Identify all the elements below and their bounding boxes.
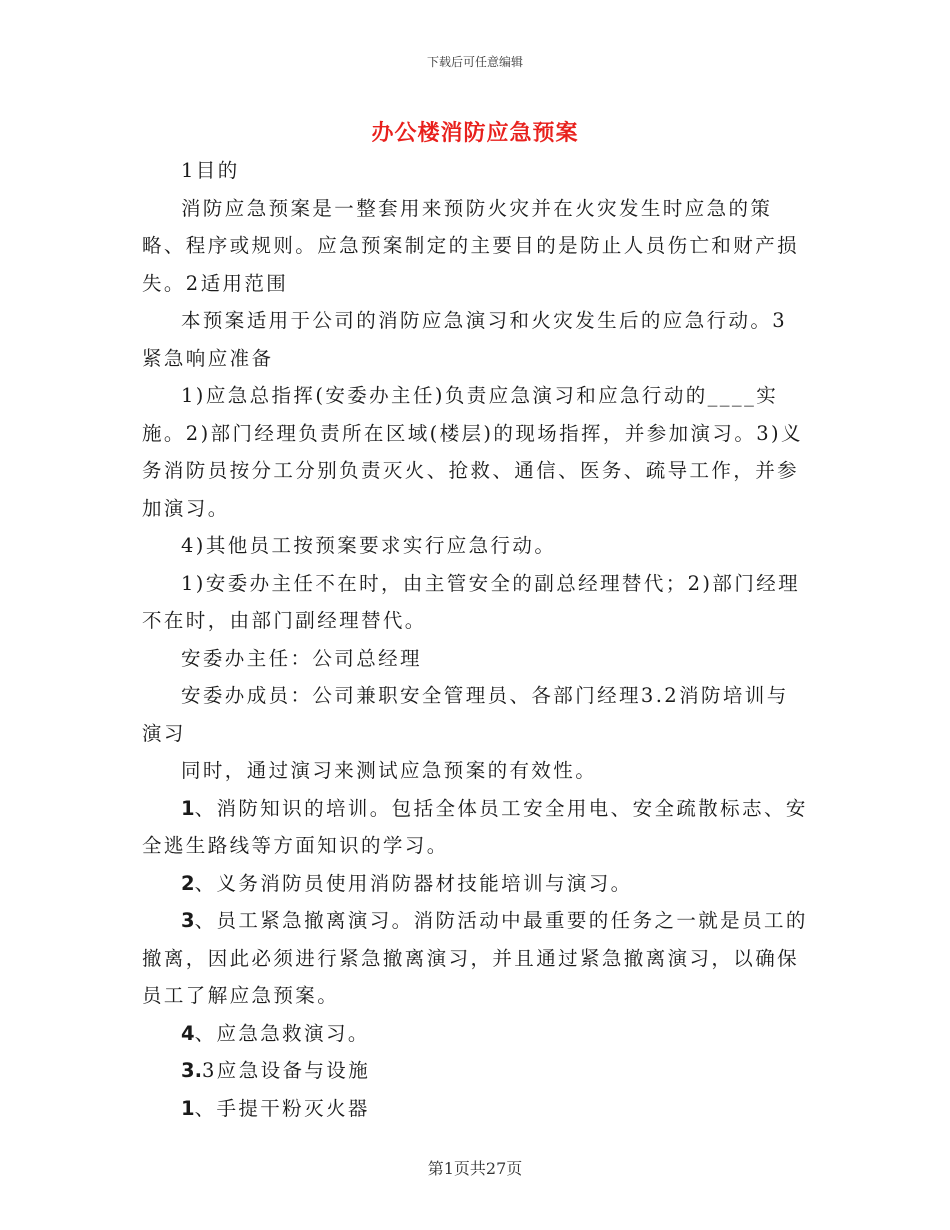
list-number: 1 xyxy=(181,796,195,820)
paragraph-1 xyxy=(142,152,808,190)
list-item-text: 、员工紧急撤离演习。消防活动中最重要的任务之一就是员工的撤离，因此必须进行紧急撤离演习，并且通过紧急撤离演习，以确保员工了解应急预案。 xyxy=(142,909,808,1007)
paragraph-9 xyxy=(142,752,808,790)
paragraph-2 xyxy=(142,190,808,303)
list-item-4 xyxy=(142,1015,808,1053)
paragraph-text: 1)应急总指挥(安委办主任)负责应急演习和应急行动的____实施。2)部门经理负责所在区域(楼层)的现场指挥，并参加演习。3)义务消防员按分工分别负责灭火、抢救、通信、医务、疏导工作，并参加演习。 xyxy=(142,384,803,520)
list-item-3 xyxy=(142,902,808,1015)
page-header: 下载后可任意编辑 xyxy=(426,55,523,69)
paragraph-text: 1目的 xyxy=(181,159,240,182)
paragraph-text: 本预案适用于公司的消防应急演习和火灾发生后的应急行动。3紧急响应准备 xyxy=(142,309,788,370)
paragraph-text: 消防应急预案是一整套用来预防火灾并在火灾发生时应急的策略、程序或规则。应急预案制定的主要目的是防止人员伤亡和财产损失。2适用范围 xyxy=(142,196,800,295)
paragraph-3 xyxy=(142,302,808,377)
document-body xyxy=(142,152,808,1127)
list-item-text: 、手提干粉灭火器 xyxy=(194,1096,370,1120)
list-number: 3 xyxy=(181,909,195,932)
paragraph-4 xyxy=(142,377,808,527)
paragraph-text: 安委办主任：公司总经理 xyxy=(181,646,422,670)
list-item-2 xyxy=(142,865,808,903)
list-number: 4 xyxy=(181,1021,195,1045)
list-number: 2 xyxy=(181,871,195,895)
list-item-text: 、消防知识的培训。包括全体员工安全用电、安全疏散标志、安全逃生路线等方面知识的学习。 xyxy=(142,796,808,857)
list-item-text: 、义务消防员使用消防器材技能培训与演习。 xyxy=(194,871,633,895)
list-item-1 xyxy=(142,790,808,865)
list-item-text: 、应急急救演习。 xyxy=(194,1021,370,1045)
paragraph-6 xyxy=(142,565,808,640)
paragraph-text: 1)安委办主任不在时，由主管安全的副总经理替代；2)部门经理不在时，由部门副经理替代。 xyxy=(142,571,801,632)
section-heading-text: 3应急设备与设施 xyxy=(201,1059,371,1082)
list-number: 1 xyxy=(181,1096,195,1120)
section-heading xyxy=(142,1052,808,1090)
list-item-5 xyxy=(142,1090,808,1128)
paragraph-text: 同时，通过演习来测试应急预案的有效性。 xyxy=(181,759,598,782)
paragraph-text: 安委办成员：公司兼职安全管理员、各部门经理3.2消防培训与演习 xyxy=(142,684,789,745)
paragraph-text: 4)其他员工按预案要求实行应急行动。 xyxy=(181,534,557,557)
document-title: 办公楼消防应急预案 xyxy=(371,120,579,146)
section-number: 3. xyxy=(181,1059,202,1082)
page-footer: 第1页共27页 xyxy=(427,1159,523,1178)
paragraph-7 xyxy=(142,640,808,678)
paragraph-8 xyxy=(142,677,808,752)
paragraph-5 xyxy=(142,527,808,565)
